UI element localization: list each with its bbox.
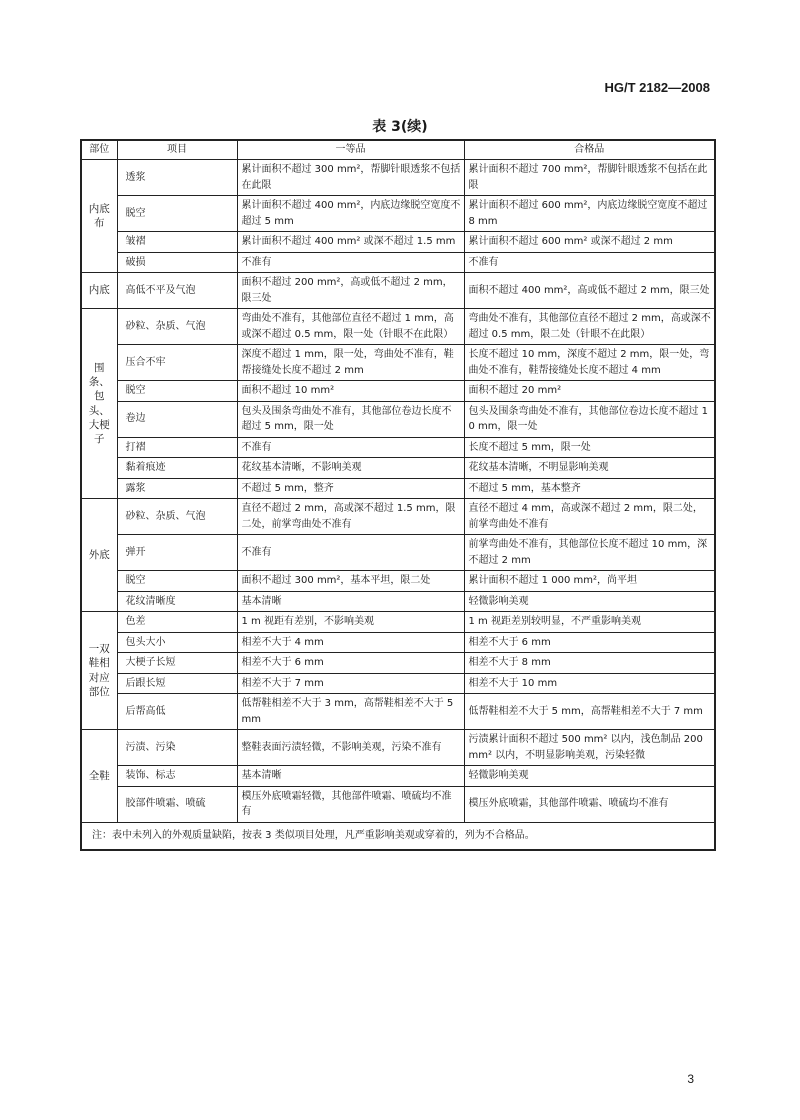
table-row — [81, 437, 715, 458]
first-grade-cell: 相差不大于 7 mm — [237, 673, 464, 694]
table-row — [81, 591, 715, 612]
table-row — [81, 232, 715, 253]
item-cell: 污渍、污染 — [117, 730, 237, 766]
qualified-cell: 1 m 视距差别较明显，不严重影响美观 — [464, 612, 715, 633]
qualified-cell: 轻微影响美观 — [464, 766, 715, 787]
first-grade-cell: 弯曲处不准有，其他部位直径不超过 1 mm，高或深不超过 0.5 mm，限一处（针眼不在此限） — [237, 309, 464, 345]
table-row — [81, 458, 715, 479]
page-number: 3 — [687, 1072, 694, 1086]
item-cell: 卷边 — [117, 401, 237, 437]
item-cell: 脱空 — [117, 381, 237, 402]
part-cell: 一双鞋相对应部位 — [81, 612, 117, 730]
part-cell: 内底布 — [81, 160, 117, 273]
table-row — [81, 478, 715, 499]
qualified-cell: 长度不超过 10 mm，深度不超过 2 mm，限一处，弯曲处不准有，鞋帮接缝处长度不超过 4 mm — [464, 345, 715, 381]
first-grade-cell: 累计面积不超过 400 mm² 或深不超过 1.5 mm — [237, 232, 464, 253]
table-row — [81, 196, 715, 232]
table-row — [81, 612, 715, 633]
qualified-cell: 不准有 — [464, 252, 715, 273]
part-cell: 外底 — [81, 499, 117, 612]
qualified-cell: 相差不大于 10 mm — [464, 673, 715, 694]
qualified-cell: 弯曲处不准有，其他部位直径不超过 2 mm，高或深不超过 0.5 mm，限二处（针眼不在此限） — [464, 309, 715, 345]
item-cell: 砂粒、杂质、气泡 — [117, 309, 237, 345]
qualified-cell: 模压外底喷霜，其他部件喷霜、喷硫均不准有 — [464, 786, 715, 822]
quality-table — [80, 139, 716, 851]
first-grade-cell: 不准有 — [237, 535, 464, 571]
item-cell: 黏着痕迹 — [117, 458, 237, 479]
qualified-cell: 长度不超过 5 mm，限一处 — [464, 437, 715, 458]
item-cell: 压合不牢 — [117, 345, 237, 381]
qualified-cell: 面积不超过 20 mm² — [464, 381, 715, 402]
first-grade-cell: 1 m 视距有差别，不影响美观 — [237, 612, 464, 633]
part-cell: 围条、包头、大梗子 — [81, 309, 117, 499]
item-cell: 装饰、标志 — [117, 766, 237, 787]
item-cell: 破损 — [117, 252, 237, 273]
header-qualified: 合格品 — [464, 140, 715, 160]
first-grade-cell: 面积不超过 200 mm²，高或低不超过 2 mm，限三处 — [237, 273, 464, 309]
item-cell: 色差 — [117, 612, 237, 633]
table-row — [81, 632, 715, 653]
table-row — [81, 401, 715, 437]
qualified-cell: 包头及围条弯曲处不准有，其他部位卷边长度不超过 10 mm，限一处 — [464, 401, 715, 437]
table-row — [81, 309, 715, 345]
first-grade-cell: 面积不超过 10 mm² — [237, 381, 464, 402]
qualified-cell: 不超过 5 mm，基本整齐 — [464, 478, 715, 499]
first-grade-cell: 包头及围条弯曲处不准有，其他部位卷边长度不超过 5 mm，限一处 — [237, 401, 464, 437]
qualified-cell: 低帮鞋相差不大于 5 mm，高帮鞋相差不大于 7 mm — [464, 694, 715, 730]
first-grade-cell: 整鞋表面污渍轻微，不影响美观，污染不准有 — [237, 730, 464, 766]
table-row — [81, 252, 715, 273]
item-cell: 打褶 — [117, 437, 237, 458]
first-grade-cell: 不超过 5 mm，整齐 — [237, 478, 464, 499]
item-cell: 包头大小 — [117, 632, 237, 653]
table-row — [81, 499, 715, 535]
qualified-cell: 累计面积不超过 600 mm² 或深不超过 2 mm — [464, 232, 715, 253]
table-row — [81, 381, 715, 402]
first-grade-cell: 不准有 — [237, 437, 464, 458]
item-cell: 大梗子长短 — [117, 653, 237, 674]
qualified-cell: 直径不超过 4 mm，高或深不超过 2 mm，限二处，前掌弯曲处不准有 — [464, 499, 715, 535]
table-row — [81, 786, 715, 822]
item-cell: 脱空 — [117, 571, 237, 592]
table-row — [81, 730, 715, 766]
qualified-cell: 花纹基本清晰，不明显影响美观 — [464, 458, 715, 479]
table-note: 注：表中未列入的外观质量缺陷，按表 3 类似项目处理，凡严重影响美观或穿着的，列为不合格品。 — [81, 822, 715, 850]
item-cell: 花纹清晰度 — [117, 591, 237, 612]
first-grade-cell: 面积不超过 300 mm²，基本平坦，限二处 — [237, 571, 464, 592]
item-cell: 后帮高低 — [117, 694, 237, 730]
qualified-cell: 污渍累计面积不超过 500 mm² 以内，浅色制品 200 mm² 以内，不明显影响美观，污染轻微 — [464, 730, 715, 766]
table-row — [81, 766, 715, 787]
table-row — [81, 694, 715, 730]
table-body — [81, 160, 715, 850]
first-grade-cell: 基本清晰 — [237, 766, 464, 787]
table-header-row — [81, 140, 715, 160]
qualified-cell: 轻微影响美观 — [464, 591, 715, 612]
first-grade-cell: 模压外底喷霜轻微，其他部件喷霜、喷硫均不准有 — [237, 786, 464, 822]
table-row — [81, 345, 715, 381]
header-part: 部位 — [81, 140, 117, 160]
table-row — [81, 653, 715, 674]
table-row — [81, 273, 715, 309]
table-row — [81, 673, 715, 694]
header-item: 项目 — [117, 140, 237, 160]
first-grade-cell: 相差不大于 4 mm — [237, 632, 464, 653]
qualified-cell: 面积不超过 400 mm²，高或低不超过 2 mm，限三处 — [464, 273, 715, 309]
note-row — [81, 822, 715, 850]
qualified-cell: 累计面积不超过 600 mm²，内底边缘脱空宽度不超过 8 mm — [464, 196, 715, 232]
qualified-cell: 累计面积不超过 1 000 mm²，尚平坦 — [464, 571, 715, 592]
item-cell: 皱褶 — [117, 232, 237, 253]
first-grade-cell: 深度不超过 1 mm，限一处，弯曲处不准有，鞋帮接缝处长度不超过 2 mm — [237, 345, 464, 381]
item-cell: 后跟长短 — [117, 673, 237, 694]
qualified-cell: 相差不大于 6 mm — [464, 632, 715, 653]
table-row — [81, 160, 715, 196]
item-cell: 露浆 — [117, 478, 237, 499]
qualified-cell: 前掌弯曲处不准有，其他部位长度不超过 10 mm，深不超过 2 mm — [464, 535, 715, 571]
qualified-cell: 累计面积不超过 700 mm²，帮脚针眼透浆不包括在此限 — [464, 160, 715, 196]
first-grade-cell: 相差不大于 6 mm — [237, 653, 464, 674]
item-cell: 砂粒、杂质、气泡 — [117, 499, 237, 535]
item-cell: 透浆 — [117, 160, 237, 196]
item-cell: 弹开 — [117, 535, 237, 571]
header-first-grade: 一等品 — [237, 140, 464, 160]
first-grade-cell: 累计面积不超过 400 mm²，内底边缘脱空宽度不超过 5 mm — [237, 196, 464, 232]
part-cell: 内底 — [81, 273, 117, 309]
table-title: 表 3(续) — [372, 119, 428, 135]
item-cell: 高低不平及气泡 — [117, 273, 237, 309]
first-grade-cell: 基本清晰 — [237, 591, 464, 612]
first-grade-cell: 花纹基本清晰，不影响美观 — [237, 458, 464, 479]
first-grade-cell: 累计面积不超过 300 mm²，帮脚针眼透浆不包括在此限 — [237, 160, 464, 196]
standard-code: HG/T 2182—2008 — [604, 80, 710, 95]
first-grade-cell: 直径不超过 2 mm，高或深不超过 1.5 mm，限二处，前掌弯曲处不准有 — [237, 499, 464, 535]
item-cell: 胶部件喷霜、喷硫 — [117, 786, 237, 822]
table-row — [81, 571, 715, 592]
first-grade-cell: 低帮鞋相差不大于 3 mm，高帮鞋相差不大于 5 mm — [237, 694, 464, 730]
part-cell: 全鞋 — [81, 730, 117, 823]
item-cell: 脱空 — [117, 196, 237, 232]
table-row — [81, 535, 715, 571]
first-grade-cell: 不准有 — [237, 252, 464, 273]
qualified-cell: 相差不大于 8 mm — [464, 653, 715, 674]
